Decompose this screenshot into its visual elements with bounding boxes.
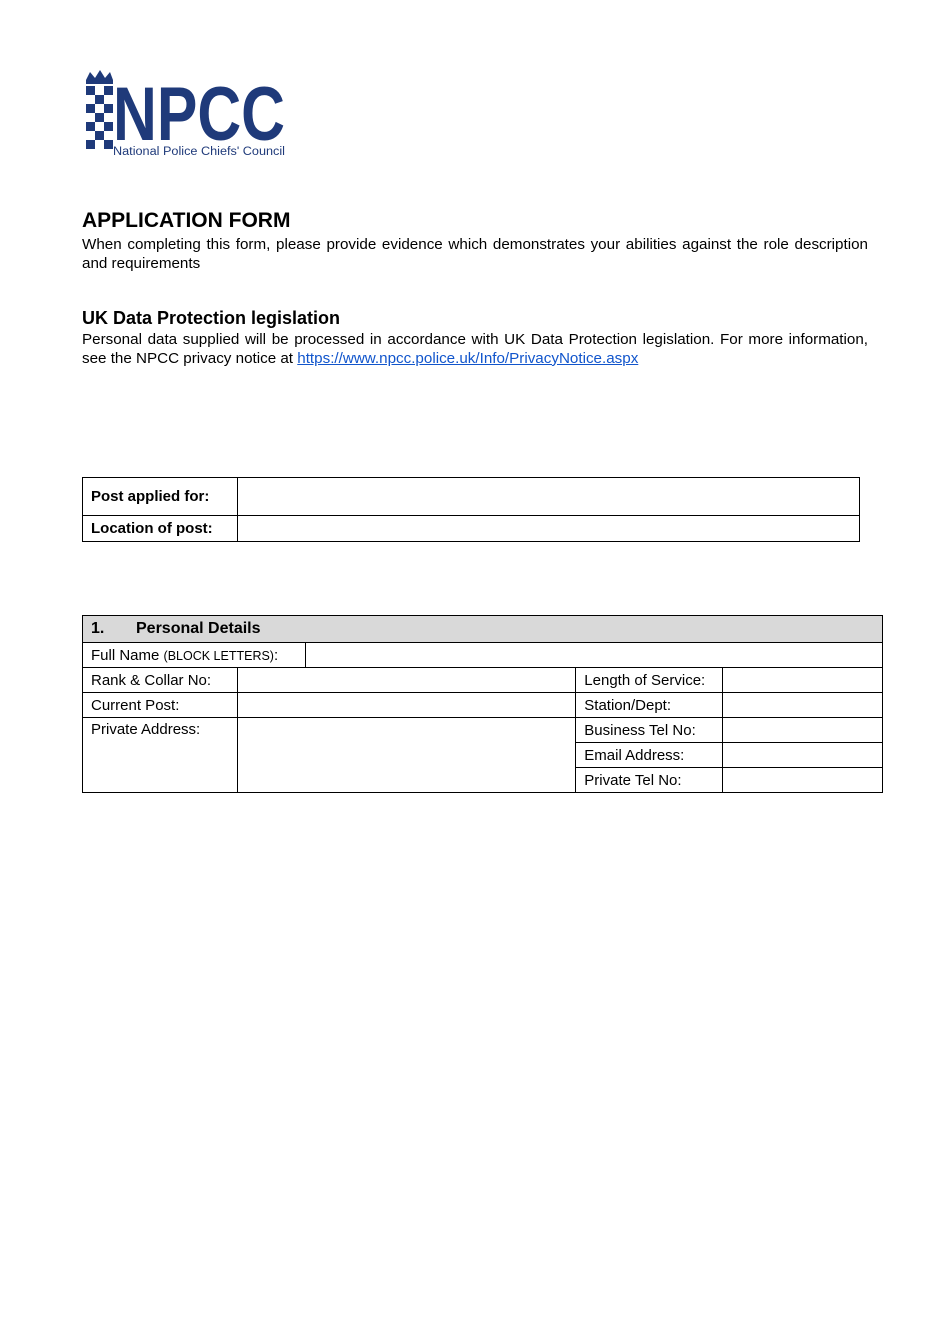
full-name-label [83, 643, 306, 668]
location-row [83, 516, 860, 542]
full-name-hint: (BLOCK LETTERS) [163, 648, 274, 663]
email-label: Email Address: [576, 743, 723, 768]
length-of-service-label: Length of Service: [576, 668, 723, 693]
post-applied-field[interactable] [238, 478, 860, 516]
location-label: Location of post: [83, 516, 238, 542]
chequer-pattern [86, 86, 113, 149]
email-field[interactable] [723, 743, 883, 768]
section-number: 1. [91, 620, 105, 637]
full-name-field[interactable] [305, 643, 882, 668]
post-table [82, 477, 860, 542]
full-name-colon: : [273, 646, 279, 664]
logo-subtitle: National Police Chiefs' Council [113, 146, 285, 158]
length-of-service-field[interactable] [723, 668, 883, 693]
private-tel-field[interactable] [723, 768, 883, 793]
post-applied-label: Post applied for: [83, 478, 238, 516]
npcc-logo-graphic [82, 66, 287, 158]
address-row-1 [83, 718, 883, 743]
private-address-label: Private Address: [83, 718, 238, 793]
business-tel-label: Business Tel No: [576, 718, 723, 743]
section-header [83, 616, 883, 643]
business-tel-field[interactable] [723, 718, 883, 743]
data-protection-body: Personal data supplied will be processed in accordance with UK Data Protection legislation. For more information, see the NPCC privacy notice at [82, 331, 868, 367]
privacy-notice-link[interactable]: https://www.npcc.police.uk/Info/PrivacyNotice.aspx [297, 349, 639, 367]
full-name-text: Full Name [91, 646, 160, 664]
section-title: Personal Details [136, 620, 261, 637]
private-address-field[interactable] [237, 718, 575, 793]
location-field[interactable] [238, 516, 860, 542]
current-post-field[interactable] [237, 693, 575, 718]
data-protection-text [82, 331, 868, 368]
current-post-label: Current Post: [83, 693, 238, 718]
section-header-row [83, 616, 883, 643]
full-name-row [83, 643, 883, 668]
rank-label: Rank & Collar No: [83, 668, 238, 693]
current-post-row [83, 693, 883, 718]
data-protection-heading: UK Data Protection legislation [82, 308, 341, 328]
station-label: Station/Dept: [576, 693, 723, 718]
post-applied-row [83, 478, 860, 516]
rank-field[interactable] [237, 668, 575, 693]
personal-details-table [82, 615, 883, 793]
npcc-logo [82, 66, 287, 158]
form-title: APPLICATION FORM [82, 209, 291, 232]
logo-wordmark: NPCC [113, 72, 285, 157]
crown-icon [86, 70, 113, 84]
private-tel-label: Private Tel No: [576, 768, 723, 793]
form-intro: When completing this form, please provide evidence which demonstrates your abilities against the role description and requirements [82, 236, 868, 272]
station-field[interactable] [723, 693, 883, 718]
rank-row [83, 668, 883, 693]
